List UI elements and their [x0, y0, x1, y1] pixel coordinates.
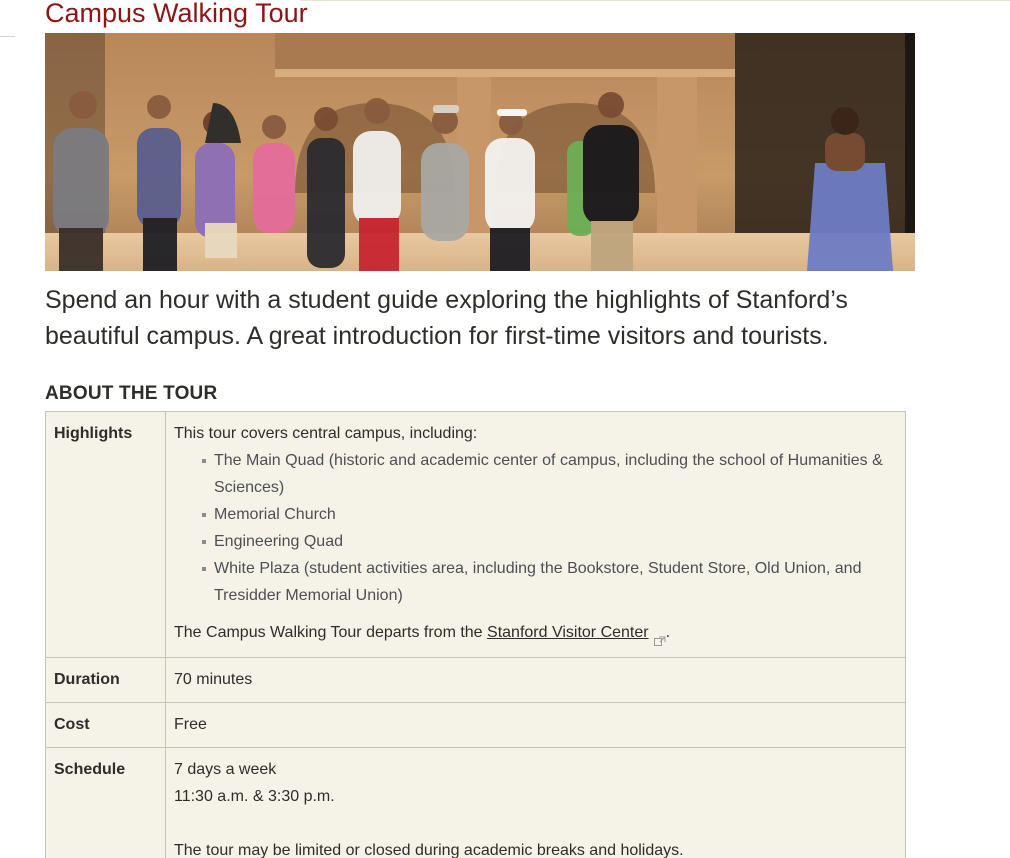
visitor-center-link[interactable]: Stanford Visitor Center — [487, 624, 649, 641]
external-link-icon — [654, 628, 666, 638]
table-row-cost — [46, 703, 906, 748]
list-item: Engineering Quad — [202, 528, 897, 555]
table-row-schedule — [46, 748, 906, 858]
table-row-highlights — [46, 412, 906, 658]
tour-details-table — [45, 411, 906, 858]
about-heading: ABOUT THE TOUR — [45, 383, 218, 404]
schedule-times: 11:30 a.m. & 3:30 p.m. — [174, 788, 335, 805]
departs-text — [174, 619, 897, 646]
highlights-list — [174, 447, 897, 609]
schedule-days: 7 days a week — [174, 761, 277, 778]
highlights-cell — [166, 412, 906, 658]
departs-prefix: The Campus Walking Tour departs from the — [174, 624, 488, 641]
highlights-label: Highlights — [46, 412, 166, 658]
duration-value: 70 minutes — [166, 658, 906, 703]
schedule-label: Schedule — [46, 748, 166, 858]
list-item: Memorial Church — [202, 501, 897, 528]
cost-label: Cost — [46, 703, 166, 748]
hero-image — [45, 33, 915, 271]
duration-label: Duration — [46, 658, 166, 703]
list-item: The Main Quad (historic and academic center of campus, including the school of Humanities & Sciences) — [202, 447, 897, 501]
highlights-lead: This tour covers central campus, including: — [174, 425, 478, 442]
intro-text: Spend an hour with a student guide exploring the highlights of Stanford’s beautiful campus. A great introduction for first-time visitors and tourists. — [45, 286, 848, 350]
schedule-cell — [166, 748, 906, 858]
cost-value: Free — [166, 703, 906, 748]
top-divider — [300, 0, 1010, 1]
departs-suffix: . — [665, 624, 671, 641]
schedule-note: The tour may be limited or closed during academic breaks and holidays. — [174, 842, 684, 858]
left-divider — [0, 36, 15, 37]
table-row-duration — [46, 658, 906, 703]
list-item: White Plaza (student activities area, including the Bookstore, Student Store, Old Union, and Tresidder Memorial Union) — [202, 555, 897, 609]
page-title: Campus Walking Tour — [45, 0, 308, 28]
